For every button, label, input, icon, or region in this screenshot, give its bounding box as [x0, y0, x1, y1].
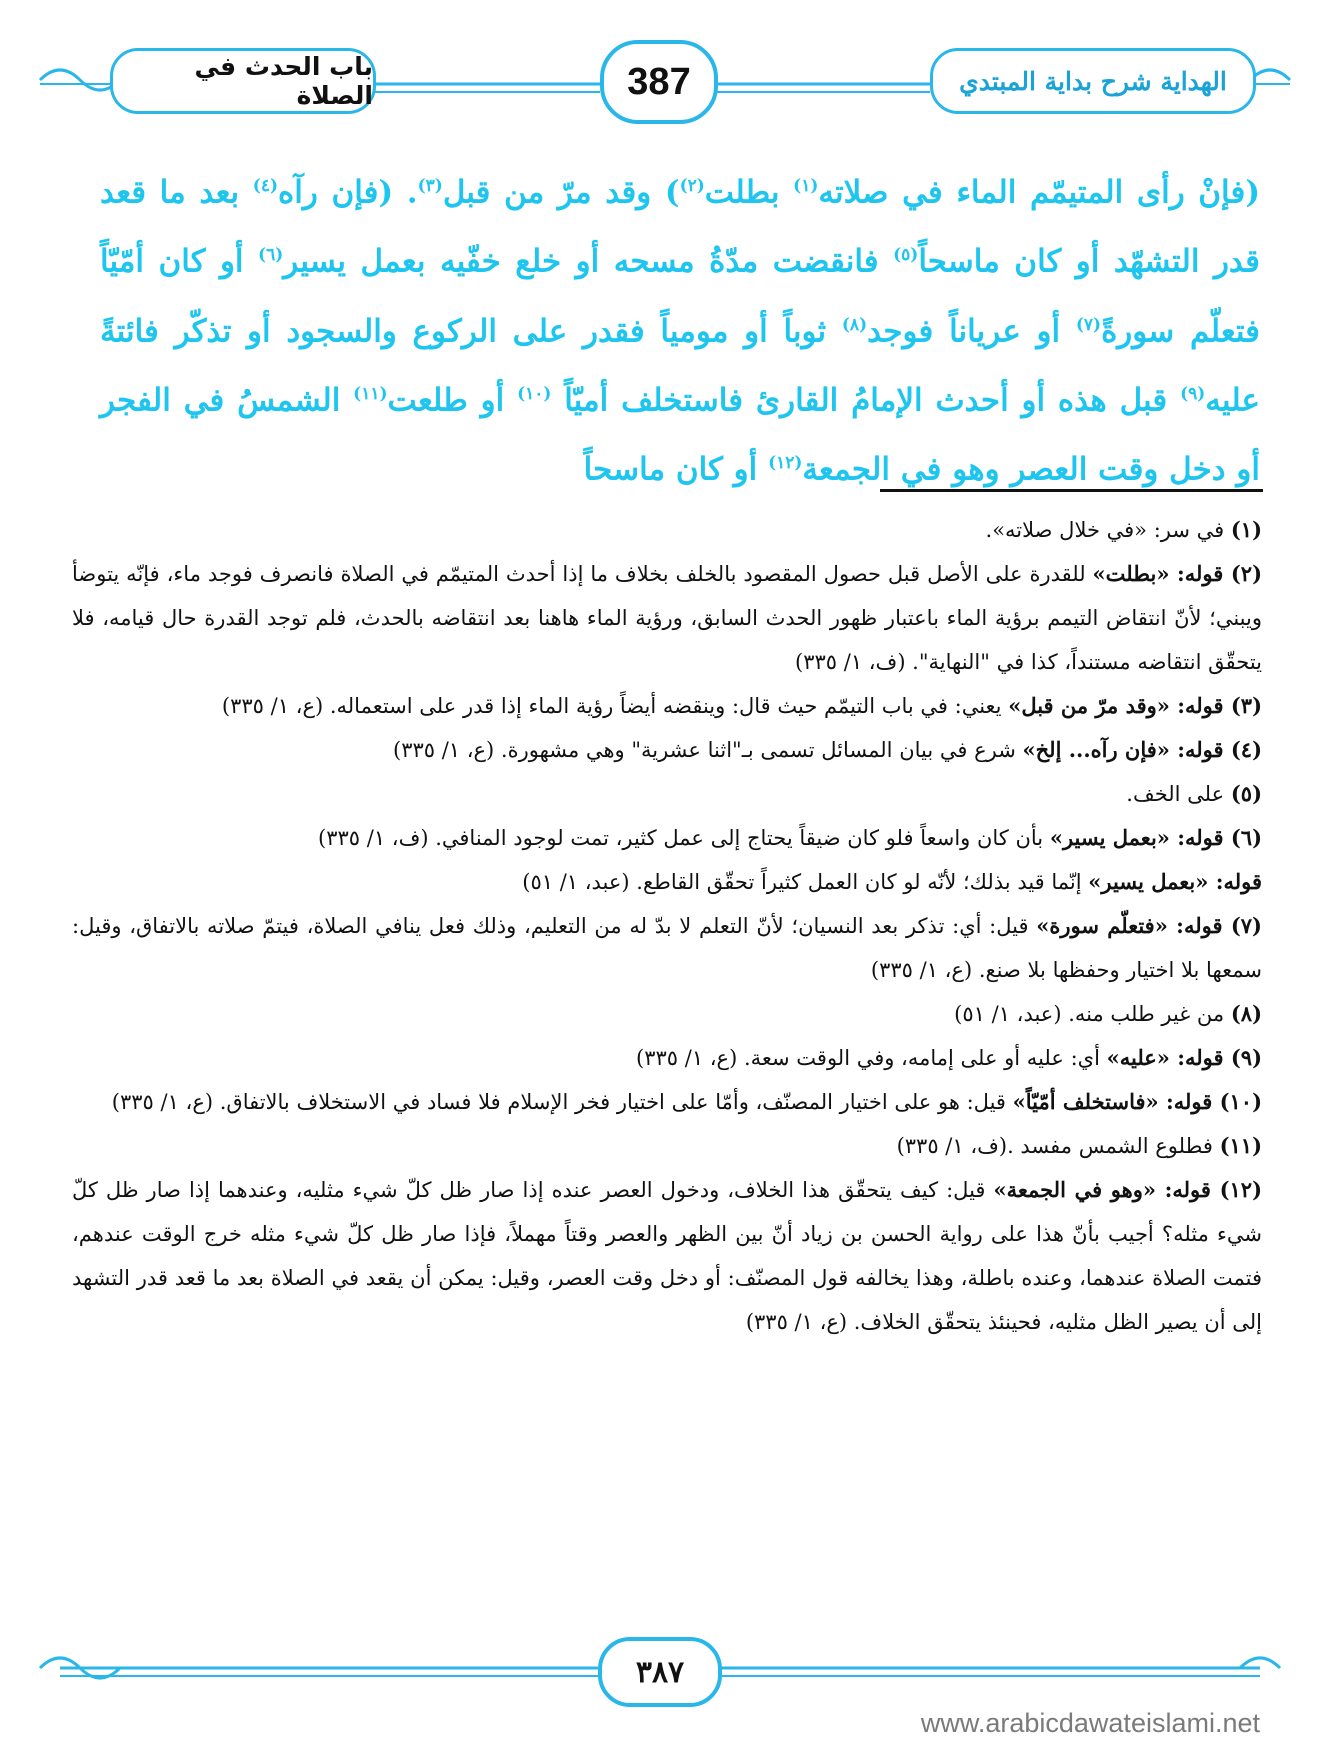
footnote-text: للقدرة على الأصل قبل حصول المقصود بالخلف بخلاف ما إذا أحدث المتيمّم في الصلاة فانصرف فوجد ماء، فإنّه يتوضأ ويبني؛ لأنّ انتقاض التيمم برؤية الماء باعتبار ظهور الحدث السابق، ورؤية الماء هاهنا بعد انتقاضه بالحدث، فلم توجد القدرة حال قيامه، فلا يتحقّق انتقاضه مستنداً، كذا في "النهاية". (ف، ١/ ٣٣٥): [72, 562, 1262, 674]
footnote-ref: (٢): [679, 176, 705, 196]
chapter-title: باب الحدث في الصلاة: [110, 48, 376, 114]
main-text-segment: أو عرياناً فوجد: [867, 312, 1076, 349]
website-url: www.arabicdawateislami.net: [920, 1708, 1260, 1738]
footnote-quote: قوله: «فاستخلف أمّيّاً»: [1012, 1089, 1220, 1114]
footnote-ref: (٥): [893, 245, 919, 266]
footnote-text: على الخف.: [1126, 782, 1231, 806]
main-text-segment: ثوباً أو مومياً فقدر على الركوع والسجود أو تذكّر فائتةً عليه: [100, 312, 1261, 419]
footnote-number: (٥): [1230, 781, 1262, 806]
main-text-segment: فانقضت مدّةُ مسحه أو خلع خفّيه بعمل يسير: [283, 243, 894, 280]
footnote-text: من غير طلب منه. (عبد، ١/ ٥١): [954, 1002, 1231, 1026]
main-text-segment: ) وقد مرّ من قبل: [442, 174, 680, 211]
main-text-segment: الشمسُ في الفجر أو دخل وقت العصر وهو في الجمعة: [100, 382, 1260, 488]
footnote: [72, 860, 1262, 904]
book-title: الهداية شرح بداية المبتدي: [930, 48, 1256, 114]
footnote-number: (١٠): [1219, 1089, 1262, 1114]
footnote-quote: قوله: «بطلت»: [1092, 561, 1231, 586]
footnote-text: بأن كان واسعاً فلو كان ضيقاً يحتاج إلى عمل كثير، تمت لوجود المنافي. (ف، ١/ ٣٣٥): [318, 826, 1050, 850]
footnote-text: قيل: هو على اختيار المصنّف، وأمّا على اختيار فخر الإسلام فلا فساد في الاستخلاف بالاتفاق. (ع، ١/ ٣٣٥): [111, 1090, 1013, 1114]
footnote-text: فطلوع الشمس مفسد .(ف، ١/ ٣٣٥): [896, 1134, 1220, 1158]
main-text-segment: (فإنْ رأى المتيمّم الماء في صلاته: [818, 174, 1260, 211]
footnote: [72, 1036, 1262, 1080]
footnote-quote: قوله: «وقد مرّ من قبل»: [1008, 693, 1231, 718]
footnote: [72, 684, 1262, 728]
footnote-number: (١٢): [1219, 1177, 1262, 1202]
footnote-text: إنّما قيد بذلك؛ لأنّه لو كان العمل كثيراً تحقّق القاطع. (عبد، ١/ ٥١): [522, 870, 1089, 894]
footnote: [72, 728, 1262, 772]
footnote-separator: [880, 489, 1263, 492]
footnote-quote: قوله: «وهو في الجمعة»: [993, 1177, 1220, 1202]
footnote-text: يعني: في باب التيمّم حيث قال: وينقضه أيضاً رؤية الماء إذا قدر على استعماله. (ع، ١/ ٣٣٥): [221, 694, 1009, 718]
footnote-ref: (١): [793, 176, 819, 196]
footnote-number: (٣): [1230, 693, 1262, 718]
footnote-text: شرع في بيان المسائل تسمى بـ"اثنا عشرية" وهي مشهورة. (ع، ١/ ٣٣٥): [392, 738, 1023, 762]
footnote-number: (٧): [1230, 913, 1262, 938]
footnote-number: (١): [1230, 517, 1262, 542]
footnote-ref: (٦): [258, 245, 284, 266]
footnote: [72, 772, 1262, 816]
footnote-number: (٤): [1230, 737, 1262, 762]
footnote-number: (١١): [1219, 1133, 1262, 1158]
main-text-segment: بطلت: [704, 174, 794, 211]
footnote-text: أي: عليه أو على إمامه، وفي الوقت سعة. (ع، ١/ ٣٣٥): [636, 1046, 1107, 1070]
footnote: [72, 816, 1262, 860]
footer-page-number: ٣٨٧: [598, 1637, 722, 1707]
footnote-number: (٨): [1230, 1001, 1262, 1026]
footnote: [72, 1168, 1262, 1344]
footnote-text: قيل: كيف يتحقّق هذا الخلاف، ودخول العصر عنده إذا صار ظل كلّ شيء مثليه، وعندهما إذا صار ظل كلّ شيء مثله؟ أجيب بأنّ هذا على رواية الحسن بن زياد أنّ بين الظهر والعصر وقتاً مهملاً، فإذا صار ظل كلّ شيء مثله خرج الوقت عندهم، فتمت الصلاة عندهما، وعنده باطلة، وهذا يخالفه قول المصنّف: أو دخل وقت العصر، وقيل: يمكن أن يقعد في الصلاة بعد ما قعد قدر التشهد إلى أن يصير الظل مثليه، فحينئذ يتحقّق الخلاف. (ع، ١/ ٣٣٥): [72, 1178, 1262, 1334]
footnote-quote: قوله: «فإن رآه... إلخ»: [1022, 737, 1231, 762]
footnote-ref: (١١): [353, 383, 388, 404]
footnote-ref: (١٢): [768, 453, 803, 474]
main-text-segment: قبل هذه أو أحدث الإمامُ القارئ فاستخلف أميّاً: [551, 382, 1181, 419]
footnote-quote: قوله: «بعمل يسير»: [1088, 869, 1262, 894]
footnote-ref: (٨): [841, 314, 868, 335]
footnote-text: في سر: «في خلال صلاته».: [985, 518, 1231, 542]
main-text: [100, 155, 1260, 502]
footnote-quote: قوله: «فتعلّم سورة»: [1036, 913, 1231, 938]
footnote-quote: قوله: «بعمل يسير»: [1049, 825, 1231, 850]
main-text-segment: بعد ما قعد قدر التشهّد أو كان ماسحاً: [100, 174, 1261, 280]
footnote: [72, 508, 1262, 552]
footnote-number: (٩): [1230, 1045, 1262, 1070]
main-text-segment: أو طلعت: [387, 382, 518, 419]
footnote: [72, 1124, 1262, 1168]
footnote: [72, 1080, 1262, 1124]
footnote-text: قيل: أي: تذكر بعد النسيان؛ لأنّ التعلم لا بدّ له من التعليم، وذلك فعل ينافي الصلاة، فيتمّ صلاته بالاتفاق، وقيل: سمعها بلا اختيار وحفظها بلا صنع. (ع، ١/ ٣٣٥): [72, 914, 1262, 982]
footnote-number: (٦): [1230, 825, 1262, 850]
footnote: [72, 552, 1262, 684]
footnotes: [72, 508, 1262, 1344]
main-text-segment: أو كان ماسحاً: [583, 451, 769, 488]
footnote-ref: (١٠): [517, 383, 552, 404]
footnote-number: (٢): [1230, 561, 1263, 586]
footnote-ref: (٩): [1180, 383, 1206, 404]
page-number: 387: [600, 40, 718, 124]
main-text-segment: أو كان أمّيّاً فتعلّم سورةً: [100, 243, 1260, 349]
footnote: [72, 904, 1262, 992]
footnote-ref: (٣): [417, 176, 443, 196]
footnote-ref: (٧): [1075, 314, 1102, 335]
footnote: [72, 992, 1262, 1036]
main-text-segment: . (فإن رآه: [278, 174, 418, 211]
footnote-quote: قوله: «عليه»: [1106, 1045, 1231, 1070]
footnote-ref: (٤): [252, 176, 279, 196]
